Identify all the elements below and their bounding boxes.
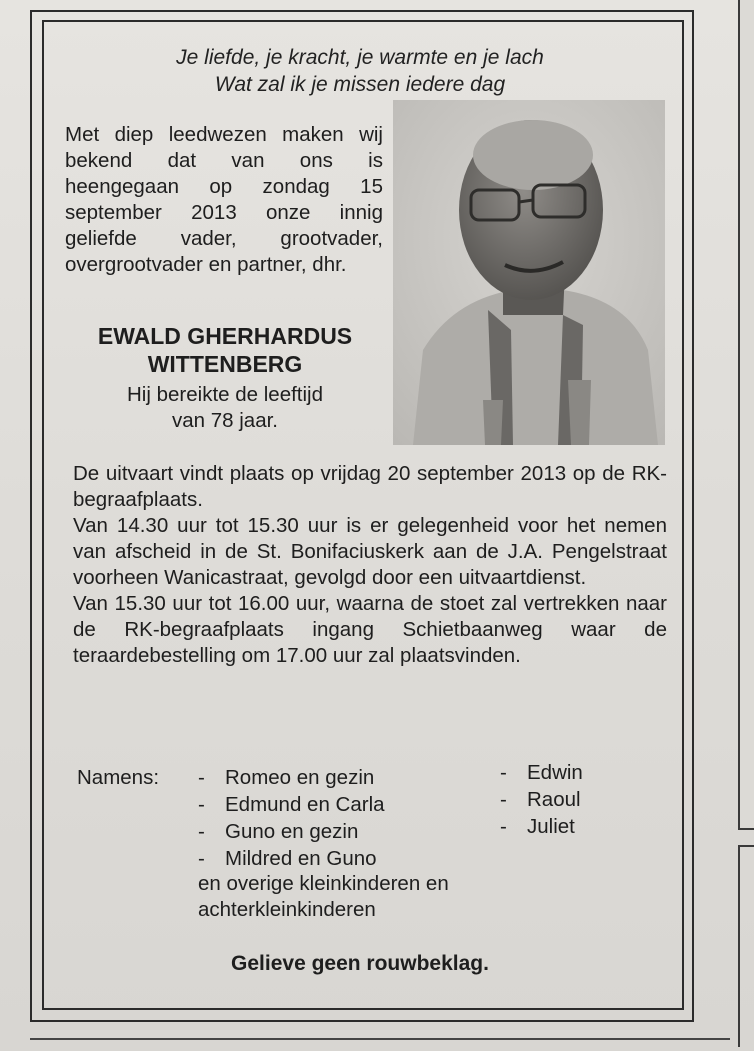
other-relatives-line-1: en overige kleinkinderen en	[198, 872, 449, 895]
deceased-name-line-1: EWALD GHERHARDUS	[97, 323, 353, 349]
deceased-name	[60, 322, 390, 378]
details-paragraph-1: De uitvaart vindt plaats op vrijdag 20 september 2013 op de RK-begraafplaats.	[73, 462, 667, 511]
closing-note: Gelieve geen rouwbeklag.	[231, 952, 489, 975]
intro-text: Met diep leedwezen maken wij bekend dat van ons is heengegaan op zondag 15 september 2013 onze innig geliefde vader, grootvader, overgrootvader en partner, dhr.	[65, 123, 383, 276]
details-paragraph-2: Van 14.30 uur tot 15.30 uur is er gelegenheid voor het nemen van afscheid in de St. Bonifaciuskerk aan de J.A. Pengelstraat voorheen Wanicastraat, gevolgd door een uitvaartdienst.	[73, 514, 667, 589]
poem-line-1: Je liefde, je kracht, je warmte en je lach	[176, 46, 544, 69]
namens-label: Namens:	[77, 766, 160, 789]
bottom-rule	[30, 1038, 730, 1040]
list-item: - Guno en gezin	[198, 820, 359, 843]
deceased-age-line-1: Hij bereikte de leeftijd	[127, 383, 323, 406]
other-relatives	[198, 871, 449, 923]
list-item: - Romeo en gezin	[198, 766, 375, 789]
details-paragraph-3: Van 15.30 uur tot 16.00 uur, waarna de stoet zal vertrekken naar de RK-begraafplaats ingang Schietbaanweg waar de teraardebestelling om 17.00 uur zal plaatsvinden.	[73, 592, 667, 667]
adjacent-column-border	[738, 0, 754, 830]
poem-line-2: Wat zal ik je missen iedere dag	[214, 73, 506, 96]
poem	[60, 44, 660, 98]
list-item: - Mildred en Guno	[198, 847, 377, 870]
deceased-age-line-2: van 78 jaar.	[172, 409, 278, 432]
list-item: - Edmund en Carla	[198, 793, 385, 816]
funeral-details	[73, 461, 667, 669]
list-item: - Raoul	[500, 788, 581, 811]
portrait-photo	[393, 100, 665, 445]
other-relatives-line-2: achterkleinkinderen	[198, 898, 376, 921]
family-list-2	[500, 759, 583, 840]
adjacent-column-border-lower	[738, 845, 754, 1047]
list-item: - Juliet	[500, 815, 575, 838]
deceased-age	[60, 382, 390, 434]
deceased-name-line-2: WITTENBERG	[147, 351, 303, 377]
family-list-1	[198, 764, 385, 872]
list-item: - Edwin	[500, 761, 583, 784]
